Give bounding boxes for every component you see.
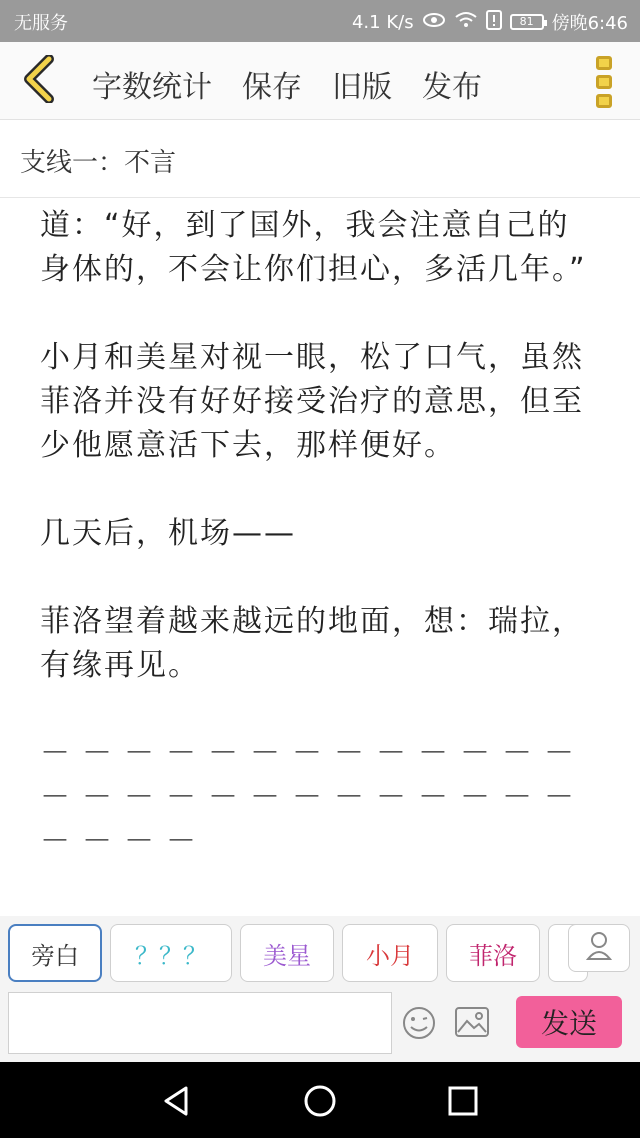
chapter-title: 支线一：不言 [20,148,177,178]
character-narrator[interactable] [8,924,102,982]
character-label: 旁白 [31,941,79,970]
save-button[interactable]: 保存 [242,70,302,105]
square-recent-icon[interactable] [446,1084,480,1118]
character-feiluo[interactable] [446,924,540,982]
profile-button[interactable] [568,924,630,972]
input-row [0,990,640,1062]
old-version-button[interactable]: 旧版 [332,70,392,105]
character-unknown[interactable] [110,924,232,982]
network-speed: 4.1 K/s [351,11,414,33]
paragraph: 几天后，机场—— [40,516,296,551]
publish-button[interactable]: 发布 [422,70,482,105]
separator-line: －－－－－－－－－－－－－－－－－－－－－－－－－－－－－－ [40,736,586,859]
status-icons [352,9,628,35]
chevron-left-icon [21,55,57,107]
chapter-header[interactable] [0,120,640,198]
time-text: 傍晚6:46 [551,13,628,34]
eye-icon [422,12,446,33]
toolbar-menu [92,62,482,106]
character-xiaoyue[interactable] [342,924,438,982]
more-vertical-icon-dot [596,94,612,108]
user-icon [586,931,612,965]
character-meixing[interactable] [240,924,334,982]
editor-toolbar [0,42,640,120]
wifi-icon [454,11,478,34]
battery-icon: 81 [510,14,544,30]
send-label: 发送 [540,1007,597,1040]
more-vertical-icon [596,56,612,70]
paragraph: 道：“好，到了国外，我会注意自己的身体的，不会让你们担心，多活几年。” [40,208,587,287]
more-menu-button[interactable] [596,56,618,108]
character-label: 小月 [366,941,414,970]
system-nav-bar [0,1062,640,1138]
character-label: 菲洛 [469,941,517,970]
triangle-back-icon[interactable] [160,1084,194,1118]
alert-icon [486,10,502,35]
story-content[interactable] [40,204,600,910]
word-count-button[interactable]: 字数统计 [92,70,212,105]
circle-home-icon[interactable] [303,1084,337,1118]
status-bar [0,0,640,42]
back-button[interactable] [14,54,64,108]
message-input[interactable] [8,992,392,1054]
more-vertical-icon-dot [596,75,612,89]
paragraph: 菲洛望着越来越远的地面，想：瑞拉，有缘再见。 [40,604,584,683]
character-label: 美星 [263,941,311,970]
character-selector [0,916,640,990]
emoji-icon[interactable] [402,1006,436,1040]
image-icon[interactable] [454,1006,490,1038]
send-button[interactable] [516,996,622,1048]
paragraph: 小月和美星对视一眼，松了口气，虽然菲洛并没有好好接受治疗的意思，但至少他愿意活下去，那样便好。 [40,340,584,463]
character-label: ？？？ [135,941,207,970]
carrier-text: 无服务 [14,13,68,34]
